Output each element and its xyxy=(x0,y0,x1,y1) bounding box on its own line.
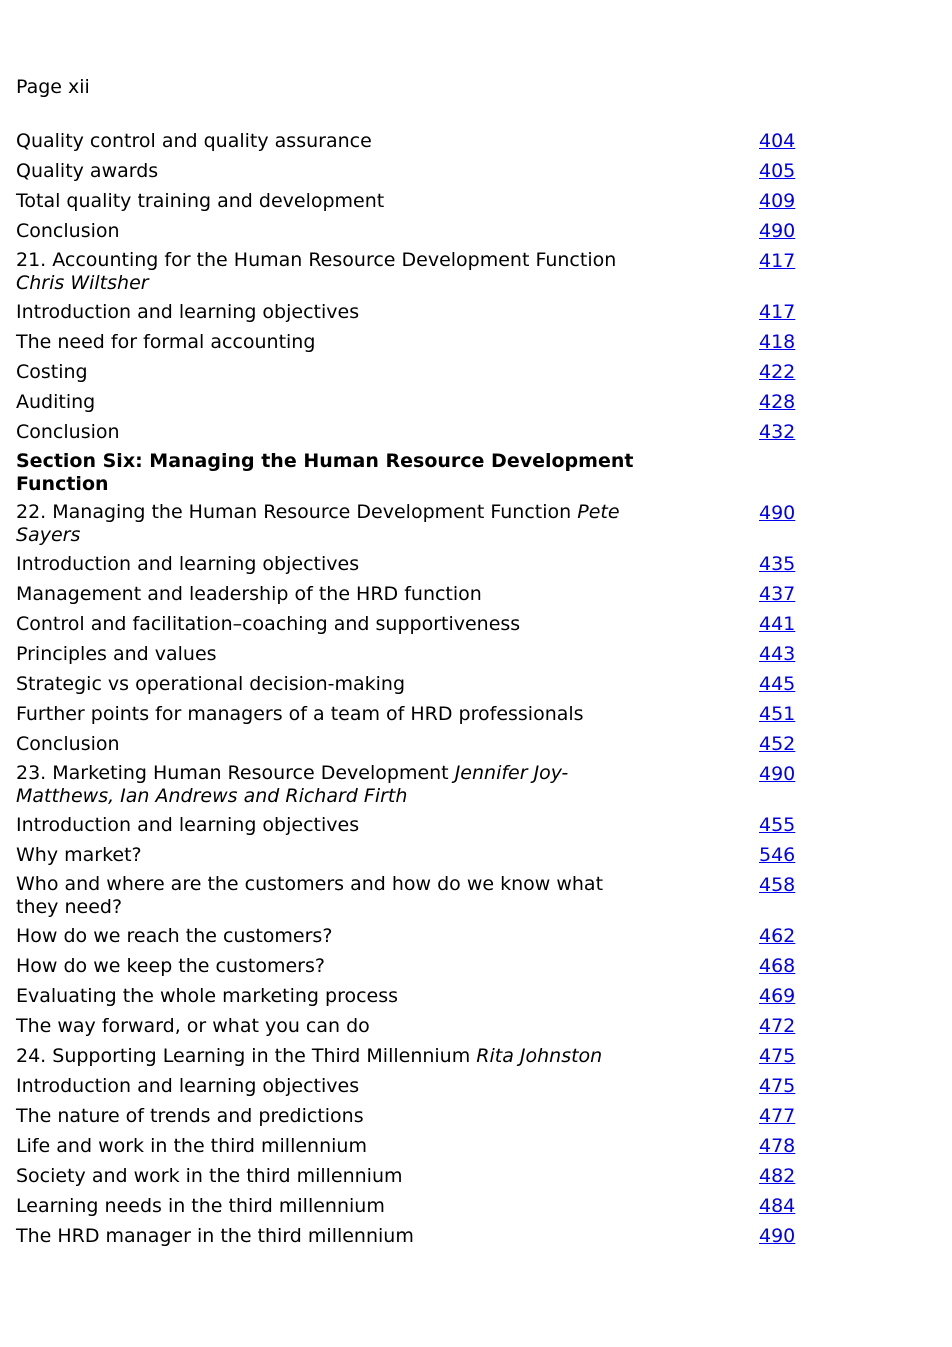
entry-text xyxy=(16,924,639,948)
entry-text xyxy=(16,129,639,153)
section-heading: Section Six: Managing the Human Resource Development Function xyxy=(16,450,634,495)
entry-title: Auditing xyxy=(16,391,96,413)
toc-entry xyxy=(16,1194,816,1218)
page-label: Page xii xyxy=(16,76,90,98)
entry-title: 21. Accounting for the Human Resource Development Function xyxy=(16,249,617,271)
toc-entry xyxy=(16,330,816,354)
entry-text xyxy=(16,501,639,547)
page-link[interactable]: 455 xyxy=(759,814,796,836)
page-number-cell xyxy=(759,1134,795,1158)
page-number-cell xyxy=(759,189,795,213)
toc-entry xyxy=(16,642,816,666)
toc-entry xyxy=(16,672,816,696)
entry-title: Principles and values xyxy=(16,643,217,665)
toc-entry xyxy=(16,129,816,153)
entry-title: The HRD manager in the third millennium xyxy=(16,1225,414,1247)
page-number-cell xyxy=(759,1074,795,1098)
entry-text xyxy=(16,984,639,1008)
entry-title: Introduction and learning objectives xyxy=(16,301,360,323)
page-link[interactable]: 490 xyxy=(759,1225,796,1247)
toc-entry xyxy=(16,732,816,756)
toc-entry xyxy=(16,873,816,919)
toc-entry xyxy=(16,1224,816,1248)
entry-text xyxy=(16,813,639,837)
toc-entry xyxy=(16,501,816,547)
entry-text xyxy=(16,954,639,978)
entry-text xyxy=(16,1224,639,1248)
entry-title: Who and where are the customers and how do we know what they need? xyxy=(16,873,604,918)
entry-title: Introduction and learning objectives xyxy=(16,553,360,575)
page-number-cell xyxy=(759,1164,795,1188)
page-link[interactable]: 451 xyxy=(759,703,796,725)
entry-title: Introduction and learning objectives xyxy=(16,814,360,836)
page-number-cell xyxy=(759,954,795,978)
page-number-cell xyxy=(759,129,795,153)
toc-entry xyxy=(16,984,816,1008)
entry-title: Quality control and quality assurance xyxy=(16,130,372,152)
entry-text xyxy=(16,420,639,444)
page-number-cell xyxy=(759,420,795,444)
page-link[interactable]: 437 xyxy=(759,583,796,605)
toc-entry xyxy=(16,1134,816,1158)
toc-entry xyxy=(16,1164,816,1188)
entry-author: Jennifer Joy-Matthews, Ian Andrews and Richard Firth xyxy=(16,762,569,807)
entry-title: Further points for managers of a team of HRD professionals xyxy=(16,703,584,725)
page-number-cell xyxy=(759,612,795,636)
table-of-contents xyxy=(16,129,816,1254)
entry-text xyxy=(16,873,639,919)
page-link[interactable]: 490 xyxy=(759,763,796,785)
page-link[interactable]: 443 xyxy=(759,643,796,665)
toc-entry xyxy=(16,762,816,808)
entry-author: Rita Johnston xyxy=(476,1045,603,1067)
entry-text xyxy=(16,249,639,295)
page-number-cell xyxy=(759,1014,795,1038)
entry-text xyxy=(16,1074,639,1098)
page-number-cell xyxy=(759,219,795,243)
page-number-cell xyxy=(759,702,795,726)
page-link[interactable]: 468 xyxy=(759,955,796,977)
entry-text xyxy=(16,1164,639,1188)
entry-text xyxy=(16,1134,639,1158)
entry-title: Life and work in the third millennium xyxy=(16,1135,367,1157)
page-number-cell xyxy=(759,924,795,948)
entry-text xyxy=(16,360,639,384)
toc-entry xyxy=(16,582,816,606)
entry-text xyxy=(16,1044,639,1068)
page-number-cell xyxy=(759,1044,795,1068)
entry-text xyxy=(16,1014,639,1038)
entry-title: Total quality training and development xyxy=(16,190,385,212)
toc-entry xyxy=(16,300,816,324)
entry-text xyxy=(16,552,639,576)
toc-entry xyxy=(16,1104,816,1128)
page-link[interactable]: 475 xyxy=(759,1075,796,1097)
entry-text xyxy=(16,762,639,808)
page-number-cell xyxy=(759,762,795,786)
entry-text xyxy=(16,843,639,867)
entry-author: Pete Sayers xyxy=(16,501,620,546)
entry-title: Conclusion xyxy=(16,220,120,242)
page-link[interactable]: 445 xyxy=(759,673,796,695)
page-number-cell xyxy=(759,552,795,576)
entry-text xyxy=(16,732,639,756)
toc-entry xyxy=(16,1074,816,1098)
page-number-cell xyxy=(759,672,795,696)
entry-title: 23. Marketing Human Resource Development xyxy=(16,762,449,784)
page-link[interactable]: 490 xyxy=(759,220,796,242)
toc-entry xyxy=(16,249,816,295)
page-number-cell xyxy=(759,642,795,666)
page-link[interactable]: 490 xyxy=(759,502,796,524)
toc-entry xyxy=(16,159,816,183)
toc-entry xyxy=(16,1014,816,1038)
toc-entry xyxy=(16,360,816,384)
page-number-cell xyxy=(759,813,795,837)
page-link[interactable]: 452 xyxy=(759,733,796,755)
entry-title: Why market? xyxy=(16,844,142,866)
page-link[interactable]: 441 xyxy=(759,613,796,635)
entry-title: How do we keep the customers? xyxy=(16,955,325,977)
toc-entry xyxy=(16,843,816,867)
page-number-cell xyxy=(759,1104,795,1128)
entry-title: Society and work in the third millennium xyxy=(16,1165,403,1187)
toc-entry xyxy=(16,813,816,837)
page-link[interactable]: 435 xyxy=(759,553,796,575)
toc-entry xyxy=(16,1044,816,1068)
page-link[interactable]: 418 xyxy=(759,331,796,353)
page-number-cell xyxy=(759,732,795,756)
toc-entry xyxy=(16,552,816,576)
entry-title: How do we reach the customers? xyxy=(16,925,333,947)
page-link[interactable]: 422 xyxy=(759,361,796,383)
toc-entry xyxy=(16,390,816,414)
page-link[interactable]: 484 xyxy=(759,1195,796,1217)
page-number-cell xyxy=(759,873,795,897)
toc-entry xyxy=(16,954,816,978)
entry-text xyxy=(16,300,639,324)
entry-title: Learning needs in the third millennium xyxy=(16,1195,385,1217)
page-link[interactable]: 546 xyxy=(759,844,796,866)
page-link[interactable]: 482 xyxy=(759,1165,796,1187)
entry-text xyxy=(16,582,639,606)
entry-author: Chris Wiltsher xyxy=(16,272,149,294)
entry-title: Quality awards xyxy=(16,160,159,182)
page-link[interactable]: 428 xyxy=(759,391,796,413)
entry-title: Strategic vs operational decision-making xyxy=(16,673,406,695)
page-number-cell xyxy=(759,249,795,273)
page-link[interactable]: 409 xyxy=(759,190,796,212)
page-number-cell xyxy=(759,843,795,867)
page-link[interactable]: 475 xyxy=(759,1045,796,1067)
page-number-cell xyxy=(759,159,795,183)
page-number-cell xyxy=(759,360,795,384)
entry-text xyxy=(16,702,639,726)
entry-title: Conclusion xyxy=(16,733,120,755)
page-number-cell xyxy=(759,501,795,525)
entry-text xyxy=(16,1104,639,1128)
page-link[interactable]: 472 xyxy=(759,1015,796,1037)
page-link[interactable]: 432 xyxy=(759,421,796,443)
entry-title: 22. Managing the Human Resource Development Function xyxy=(16,501,572,523)
page-number-cell xyxy=(759,984,795,1008)
entry-text xyxy=(16,672,639,696)
page-number-cell xyxy=(759,390,795,414)
entry-title: Control and facilitation–coaching and supportiveness xyxy=(16,613,521,635)
page-link[interactable]: 405 xyxy=(759,160,796,182)
toc-entry xyxy=(16,612,816,636)
page-link[interactable]: 462 xyxy=(759,925,796,947)
entry-title: Conclusion xyxy=(16,421,120,443)
page-number-cell xyxy=(759,1224,795,1248)
entry-text xyxy=(16,612,639,636)
entry-title: Management and leadership of the HRD function xyxy=(16,583,482,605)
entry-text xyxy=(16,189,639,213)
page-number-cell xyxy=(759,300,795,324)
entry-title: Costing xyxy=(16,361,88,383)
page-link[interactable]: 478 xyxy=(759,1135,796,1157)
page-link[interactable]: 477 xyxy=(759,1105,796,1127)
toc-entry xyxy=(16,924,816,948)
toc-entry xyxy=(16,219,816,243)
toc-entry xyxy=(16,702,816,726)
page-link[interactable]: 417 xyxy=(759,250,796,272)
entry-text xyxy=(16,330,639,354)
entry-title: The way forward, or what you can do xyxy=(16,1015,370,1037)
entry-text xyxy=(16,390,639,414)
page-number-cell xyxy=(759,330,795,354)
section-heading-row xyxy=(16,450,816,496)
page-link[interactable]: 417 xyxy=(759,301,796,323)
toc-entry xyxy=(16,420,816,444)
entry-text xyxy=(16,642,639,666)
entry-title: 24. Supporting Learning in the Third Millennium xyxy=(16,1045,471,1067)
entry-text xyxy=(16,1194,639,1218)
entry-title: Introduction and learning objectives xyxy=(16,1075,360,1097)
entry-title: The nature of trends and predictions xyxy=(16,1105,364,1127)
entry-text xyxy=(16,219,639,243)
entry-title: The need for formal accounting xyxy=(16,331,316,353)
page-link[interactable]: 404 xyxy=(759,130,796,152)
page-number-cell xyxy=(759,582,795,606)
toc-entry xyxy=(16,189,816,213)
entry-title: Evaluating the whole marketing process xyxy=(16,985,399,1007)
page-link[interactable]: 458 xyxy=(759,874,796,896)
page-number-cell xyxy=(759,1194,795,1218)
page-link[interactable]: 469 xyxy=(759,985,796,1007)
entry-text xyxy=(16,159,639,183)
